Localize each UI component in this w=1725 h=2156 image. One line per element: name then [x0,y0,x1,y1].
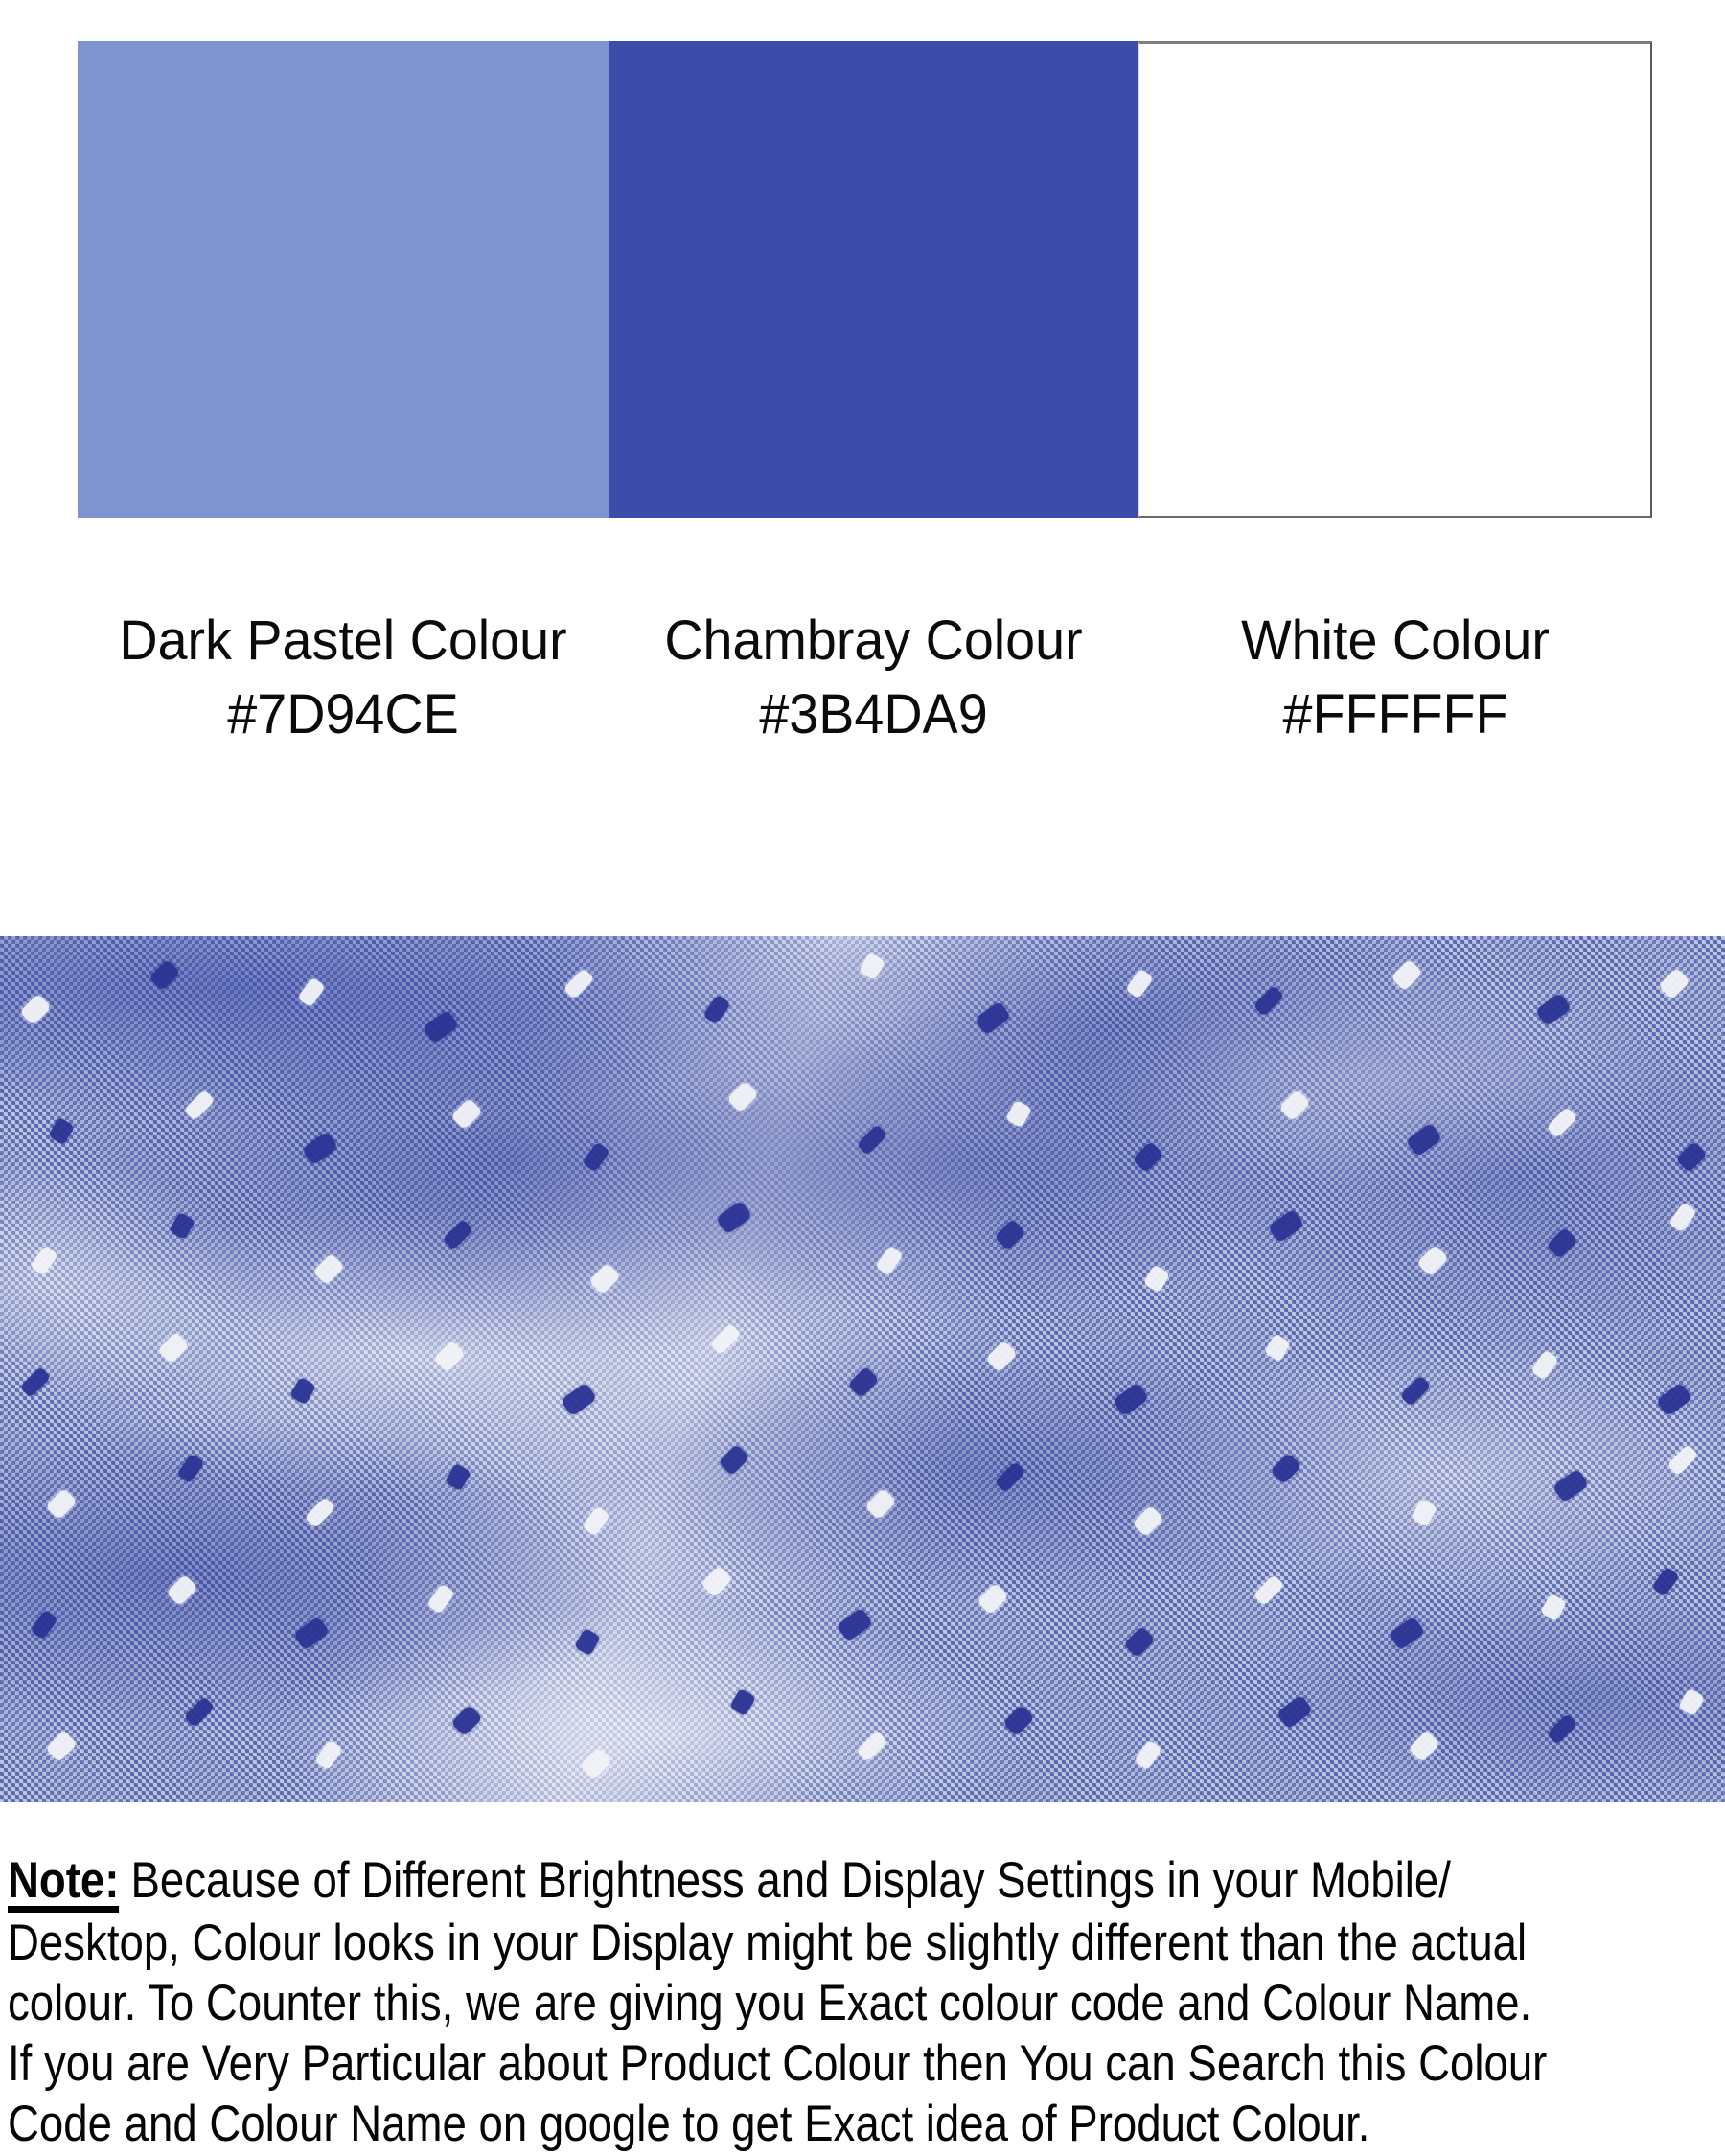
fabric-dot [726,1081,758,1112]
fabric-dot [1530,1349,1559,1380]
fabric-dot [729,1688,756,1716]
fabric-dot [1134,1739,1162,1770]
fabric-dot [1125,969,1154,999]
fabric-dot [1416,1245,1448,1276]
fabric-dot [864,1487,896,1519]
fabric-dot [426,1584,455,1615]
swatch-hex-code: #FFFFFF [1282,683,1508,745]
fabric-dot [564,968,595,999]
swatch-hex-code: #3B4DA9 [759,683,988,745]
fabric-dot [977,1583,1008,1615]
fabric-dot [1278,1089,1310,1121]
fabric-dot [1270,1453,1301,1484]
fabric-dot [1005,1100,1032,1128]
fabric-dot [1651,1566,1680,1596]
swatch-hex-code: #7D94CE [227,683,459,745]
note-label: Note: [8,1859,119,1913]
fabric-dot [1143,1264,1170,1292]
fabric-dot [1656,1383,1693,1417]
label-white [1149,607,1643,749]
fabric-dot [1123,1626,1155,1658]
fabric-dot [701,1566,732,1597]
fabric-dot [1391,959,1422,991]
fabric-dot [582,1505,610,1536]
fabric-dot [1264,1334,1291,1362]
fabric-dot [857,1124,888,1156]
fabric-dot [1552,1469,1590,1503]
fabric-dot [1406,1122,1443,1157]
fabric-dot [1400,1375,1432,1407]
fabric-dot [718,1444,749,1476]
fabric-dot [297,977,326,1008]
fabric-dot [305,1497,336,1528]
fabric-dot [184,1696,216,1728]
fabric-dot [1675,1141,1707,1173]
fabric-dot [450,1704,482,1735]
fabric-dot [580,1748,611,1779]
fabric-dot [149,959,180,991]
fabric-dots-layer [0,936,1725,1802]
fabric-photo [0,936,1725,1802]
fabric-dot [19,994,51,1025]
note-line-text: Because of Different Brightness and Display Settings in your Mobile/ [130,1852,1451,1909]
fabric-dot [450,1098,482,1130]
fabric-dot [166,1574,197,1606]
fabric-dot [314,1739,343,1770]
fabric-dot [1268,1209,1305,1244]
fabric-dot [157,1332,189,1364]
fabric-dot [975,1001,1012,1036]
fabric-dot [1132,1141,1163,1173]
fabric-dot [582,1142,610,1173]
note-line-2: Desktop, Colour looks in your Display might be slightly different than the actual [8,1915,1528,1971]
swatch-white [1138,41,1652,518]
swatch-row [78,41,1652,518]
swatch-chambray [609,41,1138,518]
fabric-dot [312,1253,344,1285]
fabric-dot [875,1246,904,1276]
fabric-dot [169,1212,196,1240]
fabric-dot [859,952,886,980]
fabric-dot [30,1246,58,1276]
note-line-1 [8,1850,1724,1913]
fabric-dot [588,1262,620,1294]
note-line-4: If you are Very Particular about Product Colour then You can Search this Colour [8,2035,1548,2092]
fabric-dot [1535,993,1573,1027]
fabric-dot [995,1462,1026,1494]
fabric-dot [574,1628,601,1656]
fabric-dot [1678,1688,1705,1716]
fabric-dot [710,1323,742,1355]
fabric-dot [423,1010,460,1044]
note-text-block [8,1850,1724,2154]
fabric-dot [1408,1731,1439,1762]
label-chambray [619,607,1128,749]
fabric-dot [293,1617,331,1651]
fabric-dot [847,1366,879,1398]
fabric-dot [30,1610,58,1640]
fabric-dot [1002,1704,1034,1735]
swatch-name: Dark Pastel Colour [119,609,567,672]
fabric-dot [1254,1574,1285,1606]
fabric-dot [702,995,731,1025]
fabric-dot [1276,1694,1314,1729]
fabric-dot [985,1341,1017,1372]
fabric-dot [1113,1383,1150,1417]
fabric-dot [1668,1445,1699,1477]
fabric-dot [994,1219,1025,1250]
fabric-dot [1132,1505,1163,1537]
fabric-dot [176,1454,205,1484]
fabric-dot [302,1131,339,1165]
fabric-dot [443,1219,474,1250]
fabric-dot [716,1201,753,1235]
fabric-dot [20,1366,52,1398]
fabric-dot [45,1487,77,1519]
swatch-name: White Colour [1241,609,1550,672]
fabric-dot [1389,1617,1426,1651]
fabric-dot [1540,1594,1567,1621]
note-line-5: Code and Colour Name on google to get Exact idea of Product Colour. [8,2096,1370,2152]
fabric-dot [561,1383,598,1417]
fabric-dot [837,1608,874,1642]
swatch-dark-pastel [78,41,609,518]
fabric-dot [1668,1203,1697,1233]
fabric-dot [1547,1107,1578,1138]
fabric-dot [184,1089,216,1121]
fabric-dot [1547,1713,1578,1745]
fabric-dot [1411,1498,1438,1525]
fabric-dot [289,1377,316,1405]
fabric-dot [48,1117,75,1145]
fabric-dot [45,1731,77,1762]
swatch-area [78,41,1652,749]
swatch-label-row [78,607,1652,749]
fabric-dot [1546,1227,1577,1259]
colour-disclaimer-note [8,1850,1725,2154]
fabric-dot [857,1731,888,1762]
fabric-dot [1658,968,1690,999]
fabric-dot [433,1341,465,1372]
note-line-3: colour. To Counter this, we are giving you Exact colour code and Colour Name. [8,1975,1532,2031]
label-dark-pastel [88,607,598,749]
fabric-dot [445,1463,472,1491]
swatch-name: Chambray Colour [664,609,1083,672]
fabric-dot [1254,985,1285,1017]
